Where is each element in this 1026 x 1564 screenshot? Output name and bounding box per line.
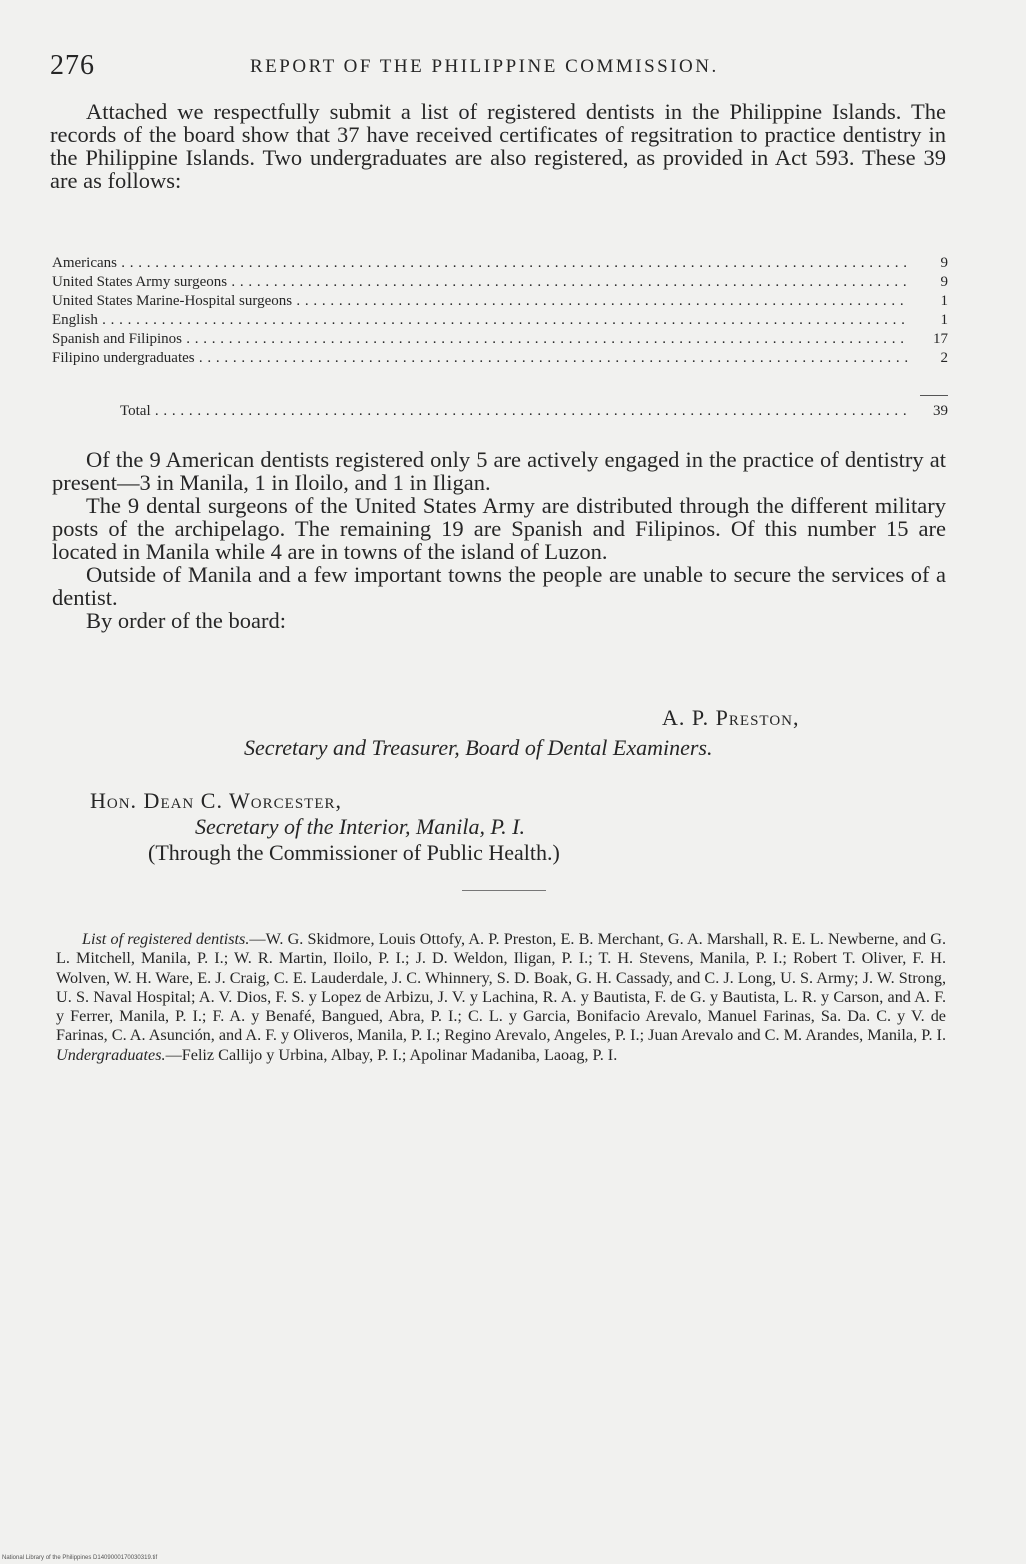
summary-value: 1 <box>908 292 948 311</box>
summary-value: 9 <box>908 254 948 273</box>
undergraduates-heading: Undergraduates. <box>56 1045 166 1064</box>
summary-row-english <box>52 311 948 330</box>
addressee-note: (Through the Commissioner of Public Health.) <box>148 840 560 865</box>
summary-row-army-surgeons <box>52 273 948 292</box>
summary-label: Americans . . . <box>52 254 912 273</box>
summary-row-undergraduates <box>52 349 948 368</box>
signatory-name: A. P. Preston, <box>662 705 800 730</box>
summary-row-total <box>120 402 948 421</box>
summary-label: United States Army surgeons . . . <box>52 273 912 292</box>
undergraduates-text: —Feliz Callijo y Urbina, Albay, P. I.; Apolinar Madaniba, Laoag, P. I. <box>165 1045 618 1064</box>
summary-value: 9 <box>908 273 948 292</box>
summary-value: 2 <box>908 349 948 368</box>
summary-label: English . . . <box>52 311 912 330</box>
paragraph-american-dentists: Of the 9 American dentists registered only 5 are actively engaged in the practice of dentistry at present—3 in Manila, 1 in Iloilo, and 1 in Iligan. <box>52 447 946 495</box>
section-divider <box>462 890 546 891</box>
paragraph-army-distribution: The 9 dental surgeons of the United States Army are distributed through the different military posts of the archipelago. The remaining 19 are Spanish and Filipinos. Of this number 15 are located in Manila while 4 are in towns of the island of Luzon. <box>52 493 946 564</box>
list-heading: List of registered dentists. <box>82 930 250 948</box>
total-value: 39 <box>908 402 948 421</box>
registration-summary-table <box>52 254 948 419</box>
summary-label: United States Marine-Hospital surgeons . . . <box>52 292 912 311</box>
page-number: 276 <box>50 50 95 81</box>
total-rule <box>920 395 948 396</box>
page-header <box>50 50 950 86</box>
dentist-list-footnote <box>56 930 946 1065</box>
addressee-title: Secretary of the Interior, Manila, P. I. <box>195 814 525 839</box>
summary-label: Spanish and Filipinos . . . <box>52 330 912 349</box>
running-head: REPORT OF THE PHILIPPINE COMMISSION. <box>250 56 719 77</box>
library-stamp: National Library of the Philippines D1409000170030319.tif <box>2 1555 158 1561</box>
summary-value: 17 <box>908 330 948 349</box>
total-label: Total . . . <box>120 402 948 421</box>
summary-value: 1 <box>908 311 948 330</box>
intro-paragraph: Attached we respectfully submit a list of registered dentists in the Philippine Islands. The records of the board show that 37 have received certificates of regsitration to practice dentistry in the Philippine Islands. Two undergraduates are also registered, as provided in Act 593. These 39 are as follows: <box>50 99 946 193</box>
list-text: —W. G. Skidmore, Louis Ottofy, A. P. Preston, E. B. Merchant, G. A. Marshall, R. E. L. Newberne, and G. L. Mitchell, Manila, P. I.; W. R. Martin, Iloilo, P. I.; J. D. Weldon, Iligan, P. I.; T. H. Stevens, Manila, P. I.; Robert T. Oliver, F. H. Wolven, W. H. Ware, E. J. Craig, C. E. Lauderdale, J. C. Whinnery, S. D. Boak, G. H. Cassady, and C. J. Long, U. S. Army; J. W. Strong, U. S. Naval Hospital; A. V. Dios, F. S. y Lopez de Arbizu, J. V. y Lachina, R. A. y Bautista, F. de G. y Bautista, L. R. y Carson, and A. F. y Ferrer, Manila, P. I.; F. A. y Benafé, Bangued, Abra, P. I.; C. L. y Garcia, Bonifacio Arevalo, Manuel Farinas, Sa. Da. C. y V. de Farinas, C. A. Asunción, and A. F. y Oliveros, Manila, P. I.; Regino Arevalo, Angeles, P. I.; Juan Arevalo and C. M. Arandes, Manila, P. I. <box>56 930 946 1045</box>
summary-label: Filipino undergraduates . . . <box>52 349 912 368</box>
summary-row-marine-hospital <box>52 292 948 311</box>
addressee-name: Hon. Dean C. Worcester, <box>90 788 342 813</box>
summary-row-americans <box>52 254 948 273</box>
paragraph-by-order: By order of the board: <box>86 608 286 633</box>
paragraph-outside-manila: Outside of Manila and a few important towns the people are unable to secure the services of a dentist. <box>52 562 946 610</box>
report-body <box>52 448 946 632</box>
signatory-title: Secretary and Treasurer, Board of Dental Examiners. <box>244 735 713 760</box>
addressee-block <box>90 788 560 866</box>
summary-row-spanish-filipinos <box>52 330 948 349</box>
